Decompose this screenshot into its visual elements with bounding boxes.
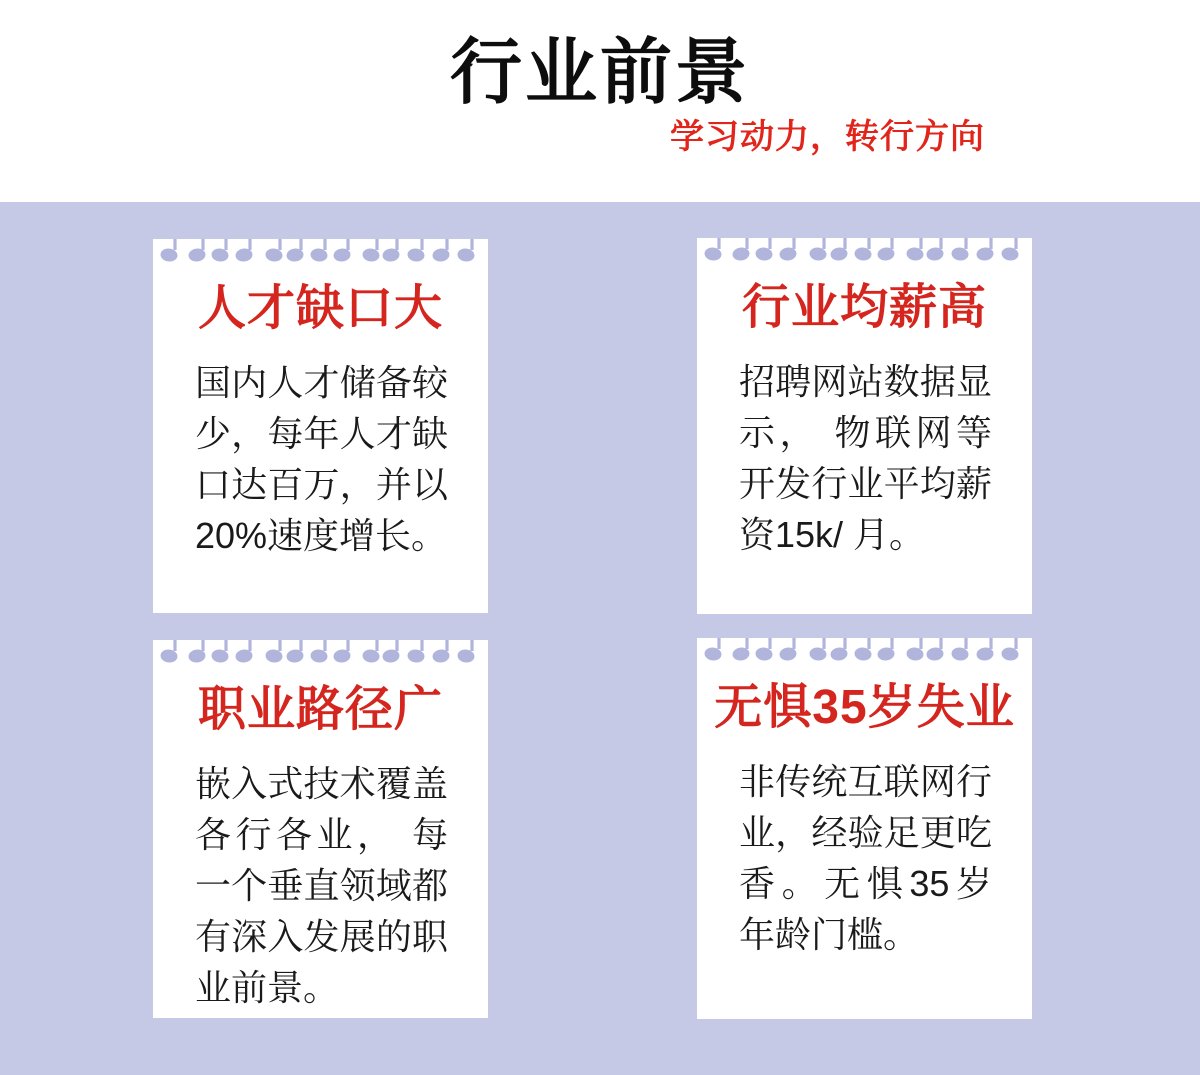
card-age-35 — [697, 638, 1032, 1019]
spiral-binding-icon — [153, 640, 488, 670]
card-age-35-body: 非传统互联网行业，经验足更吃香。无惧35岁年龄门槛。 — [739, 761, 992, 955]
content-panel — [0, 202, 1200, 1075]
card-average-salary-body: 招聘网站数据显示， 物联网等开发行业平均薪资15k/ 月。 — [739, 361, 992, 555]
card-talent-gap-body: 国内人才储备较少，每年人才缺口达百万，并以20%速度增长。 — [195, 362, 448, 556]
card-talent-gap-title: 人才缺口大 — [197, 282, 443, 335]
page-subtitle: 学习动力，转行方向 — [670, 118, 985, 156]
spiral-binding-icon — [153, 239, 488, 269]
header — [0, 0, 1200, 202]
card-average-salary-title: 行业均薪高 — [741, 281, 987, 334]
card-age-35-title: 无惧35岁失业 — [714, 681, 1015, 734]
spiral-binding-icon — [697, 238, 1032, 268]
card-career-path — [153, 640, 488, 1018]
card-talent-gap — [153, 239, 488, 613]
card-career-path-body: 嵌入式技术覆盖各行各业， 每一个垂直领域都有深入发展的职业前景。 — [195, 763, 448, 1008]
card-average-salary — [697, 238, 1032, 614]
page-title: 行业前景 — [449, 33, 750, 113]
card-career-path-title: 职业路径广 — [197, 683, 443, 736]
spiral-binding-icon — [697, 638, 1032, 668]
